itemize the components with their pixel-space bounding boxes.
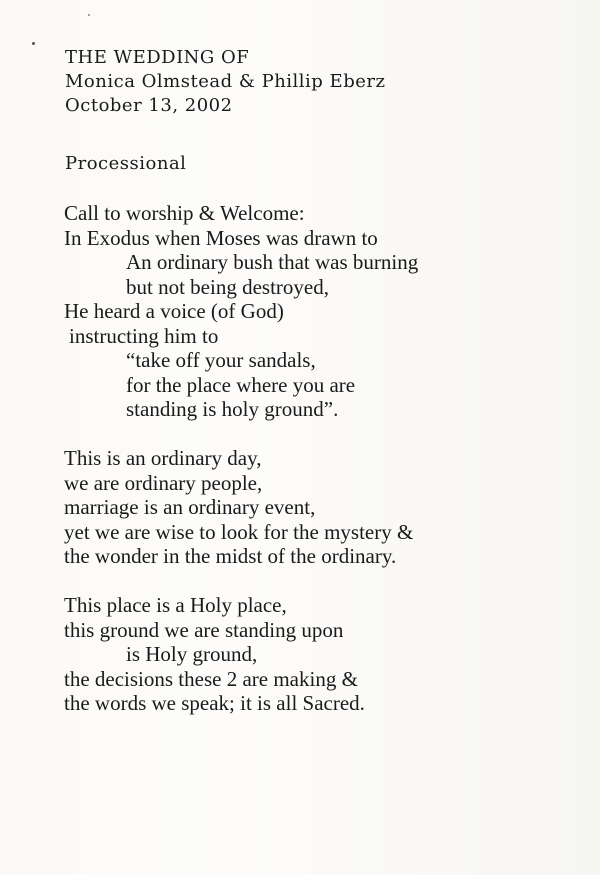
paper-speck: [32, 42, 35, 45]
holy-line-3: is Holy ground,: [126, 642, 258, 666]
exodus-line-7: for the place where you are: [126, 372, 356, 397]
program-header: [65, 46, 385, 118]
couple-names: Monica Olmstead & Phillip Eberz: [65, 71, 386, 92]
holy-line-5: the words we speak; it is all Sacred.: [64, 691, 365, 715]
program-body: [64, 201, 584, 716]
paper-speck: [88, 14, 90, 16]
ordinary-line-4: yet we are wise to look for the mystery &: [64, 519, 414, 544]
stanza-gap: [64, 422, 584, 447]
ordinary-line-1: This is an ordinary day,: [64, 446, 262, 470]
exodus-line-2: An ordinary bush that was burning: [126, 250, 419, 274]
exodus-line-1: In Exodus when Moses was drawn to: [64, 225, 378, 250]
ordinary-line-2: we are ordinary people,: [64, 470, 263, 495]
holy-line-4: the decisions these 2 are making &: [64, 666, 358, 691]
ordinary-line-5: the wonder in the midst of the ordinary.: [64, 544, 397, 568]
wedding-date: October 13, 2002: [65, 95, 233, 116]
exodus-line-6: “take off your sandals,: [126, 348, 316, 372]
exodus-line-8: standing is holy ground”.: [126, 397, 339, 421]
program-title: THE WEDDING OF: [65, 47, 250, 68]
exodus-line-4: He heard a voice (of God): [64, 299, 284, 323]
call-to-worship-heading: Call to worship & Welcome:: [64, 201, 305, 225]
exodus-line-5: instructing him to: [69, 323, 219, 348]
stanza-gap: [64, 569, 584, 594]
holy-line-2: this ground we are standing upon: [64, 617, 344, 642]
exodus-line-3: but not being destroyed,: [126, 274, 329, 299]
ordinary-line-3: marriage is an ordinary event,: [64, 495, 316, 519]
holy-line-1: This place is a Holy place,: [64, 593, 287, 617]
processional-heading: Processional: [65, 153, 187, 174]
